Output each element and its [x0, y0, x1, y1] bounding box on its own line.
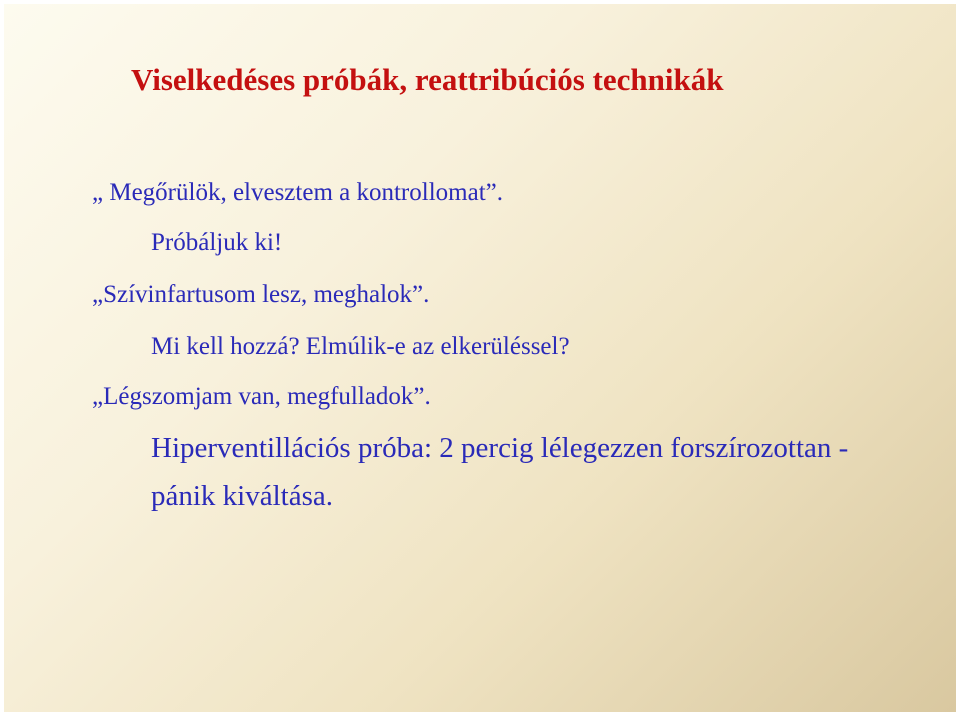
claim-heart-attack: „Szívinfartusom lesz, meghalok”. [92, 281, 430, 308]
response-try-it: Próbáljuk ki! [151, 229, 283, 256]
slide-title: Viselkedéses próbák, reattribúciós technikák [131, 62, 724, 97]
claim-losing-control: „ Megőrülök, elvesztem a kontrollomat”. [92, 179, 503, 206]
slide [4, 4, 956, 712]
response-panic-induction: pánik kiváltása. [151, 480, 334, 512]
response-what-it-takes: Mi kell hozzá? Elmúlik-e az elkerüléssel? [151, 333, 570, 360]
response-hyperventilation-test: Hiperventillációs próba: 2 percig lélegezzen forszírozottan - [151, 432, 849, 464]
claim-breathlessness: „Légszomjam van, megfulladok”. [92, 383, 431, 410]
